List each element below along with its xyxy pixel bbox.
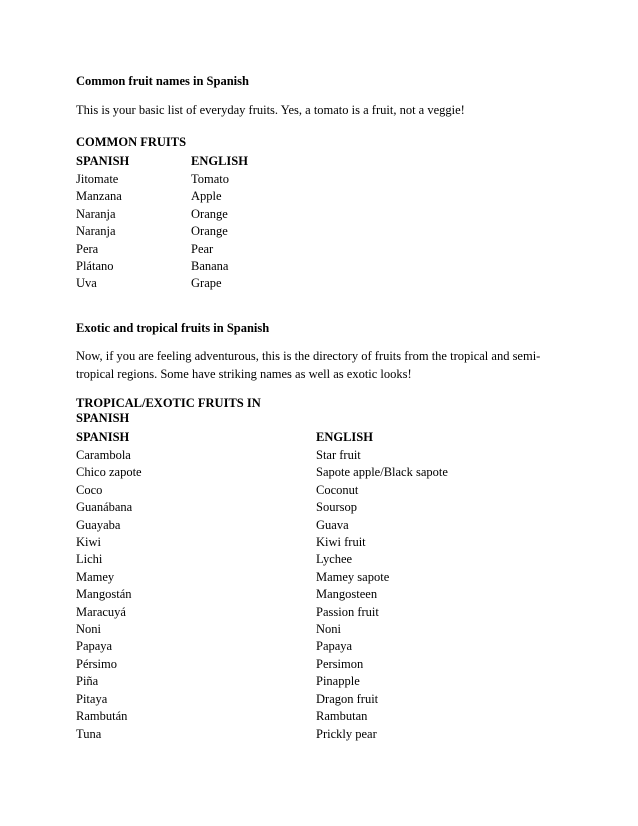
table-row bbox=[76, 708, 516, 725]
spanish-name-cell: Lichi bbox=[76, 552, 103, 567]
spanish-name-cell: Naranja bbox=[76, 206, 116, 221]
column-header-spanish: SPANISH bbox=[76, 154, 130, 168]
intro-common: This is your basic list of everyday fruits. Yes, a tomato is a fruit, not a veggie! bbox=[76, 103, 465, 117]
spanish-name-cell: Tuna bbox=[76, 726, 102, 741]
table-row bbox=[76, 604, 516, 621]
column-header-english: ENGLISH bbox=[191, 154, 248, 168]
spanish-name-cell: Guayaba bbox=[76, 517, 121, 532]
spanish-name-cell: Rambután bbox=[76, 709, 128, 724]
spanish-name-cell: Chico zapote bbox=[76, 465, 142, 480]
column-header-spanish: SPANISH bbox=[76, 430, 130, 444]
english-name-cell: Noni bbox=[316, 622, 341, 637]
english-name-cell: Sapote apple/Black sapote bbox=[316, 465, 448, 480]
spanish-name-cell: Naranja bbox=[76, 224, 116, 239]
english-name-cell: Orange bbox=[191, 206, 228, 221]
table-row bbox=[76, 482, 516, 499]
english-name-cell: Mamey sapote bbox=[316, 569, 390, 584]
table-row bbox=[76, 586, 516, 603]
table-row bbox=[76, 241, 271, 258]
table-row bbox=[76, 551, 516, 568]
spanish-name-cell: Uva bbox=[76, 276, 97, 291]
common-fruits-table bbox=[76, 135, 271, 293]
table-row bbox=[76, 206, 271, 223]
section-title-common: Common fruit names in Spanish bbox=[76, 74, 249, 88]
english-name-cell: Orange bbox=[191, 224, 228, 239]
table-row bbox=[76, 534, 516, 551]
table-row bbox=[76, 569, 516, 586]
spanish-name-cell: Papaya bbox=[76, 639, 113, 654]
english-name-cell: Mangosteen bbox=[316, 587, 378, 602]
table-row bbox=[76, 517, 516, 534]
table-row bbox=[76, 447, 516, 464]
english-name-cell: Prickly pear bbox=[316, 726, 377, 741]
table-caption: COMMON FRUITS bbox=[76, 135, 187, 149]
table-row bbox=[76, 638, 516, 655]
table-row bbox=[76, 499, 516, 516]
table-row bbox=[76, 673, 516, 690]
english-name-cell: Papaya bbox=[316, 639, 353, 654]
spanish-name-cell: Pérsimo bbox=[76, 656, 117, 671]
table-row bbox=[76, 188, 271, 205]
table-row bbox=[76, 621, 516, 638]
spanish-name-cell: Noni bbox=[76, 622, 101, 637]
english-name-cell: Tomato bbox=[191, 172, 230, 186]
english-name-cell: Star fruit bbox=[316, 448, 361, 462]
english-name-cell: Pear bbox=[191, 241, 214, 256]
table-row bbox=[76, 726, 516, 743]
english-name-cell: Guava bbox=[316, 517, 349, 532]
spanish-name-cell: Manzana bbox=[76, 189, 122, 204]
spanish-name-cell: Kiwi bbox=[76, 535, 101, 550]
table-row bbox=[76, 223, 271, 240]
spanish-name-cell: Mangostán bbox=[76, 587, 132, 602]
spanish-name-cell: Carambola bbox=[76, 448, 131, 462]
english-name-cell: Lychee bbox=[316, 552, 353, 567]
table-row bbox=[76, 656, 516, 673]
table-row bbox=[76, 464, 516, 481]
spanish-name-cell: Guanábana bbox=[76, 500, 133, 515]
spanish-name-cell: Jitomate bbox=[76, 172, 119, 186]
spanish-name-cell: Plátano bbox=[76, 259, 114, 274]
spanish-name-cell: Coco bbox=[76, 482, 103, 497]
column-header-english: ENGLISH bbox=[316, 430, 373, 444]
section-title-exotic: Exotic and tropical fruits in Spanish bbox=[76, 321, 270, 335]
spanish-name-cell: Mamey bbox=[76, 569, 115, 584]
table-row bbox=[76, 171, 271, 188]
table-row bbox=[76, 275, 271, 292]
spanish-name-cell: Pera bbox=[76, 241, 99, 256]
english-name-cell: Passion fruit bbox=[316, 604, 379, 619]
spanish-name-cell: Maracuyá bbox=[76, 604, 126, 619]
english-name-cell: Banana bbox=[191, 259, 229, 274]
english-name-cell: Grape bbox=[191, 276, 222, 291]
intro-exotic: Now, if you are feeling adventurous, this is the directory of fruits from the tropical and semi-tropical regions. Some have striking names as well as exotic looks! bbox=[76, 349, 541, 381]
english-name-cell: Persimon bbox=[316, 656, 364, 671]
table-row bbox=[76, 258, 271, 275]
english-name-cell: Soursop bbox=[316, 500, 357, 515]
english-name-cell: Rambutan bbox=[316, 709, 368, 724]
exotic-fruits-table bbox=[76, 396, 516, 743]
table-row bbox=[76, 691, 516, 708]
spanish-name-cell: Pitaya bbox=[76, 691, 108, 706]
english-name-cell: Kiwi fruit bbox=[316, 535, 366, 550]
spanish-name-cell: Piña bbox=[76, 674, 99, 689]
english-name-cell: Pinapple bbox=[316, 674, 360, 689]
table-caption: TROPICAL/EXOTIC FRUITS IN SPANISH bbox=[76, 396, 261, 425]
english-name-cell: Apple bbox=[191, 189, 222, 204]
english-name-cell: Dragon fruit bbox=[316, 691, 379, 706]
english-name-cell: Coconut bbox=[316, 482, 359, 497]
